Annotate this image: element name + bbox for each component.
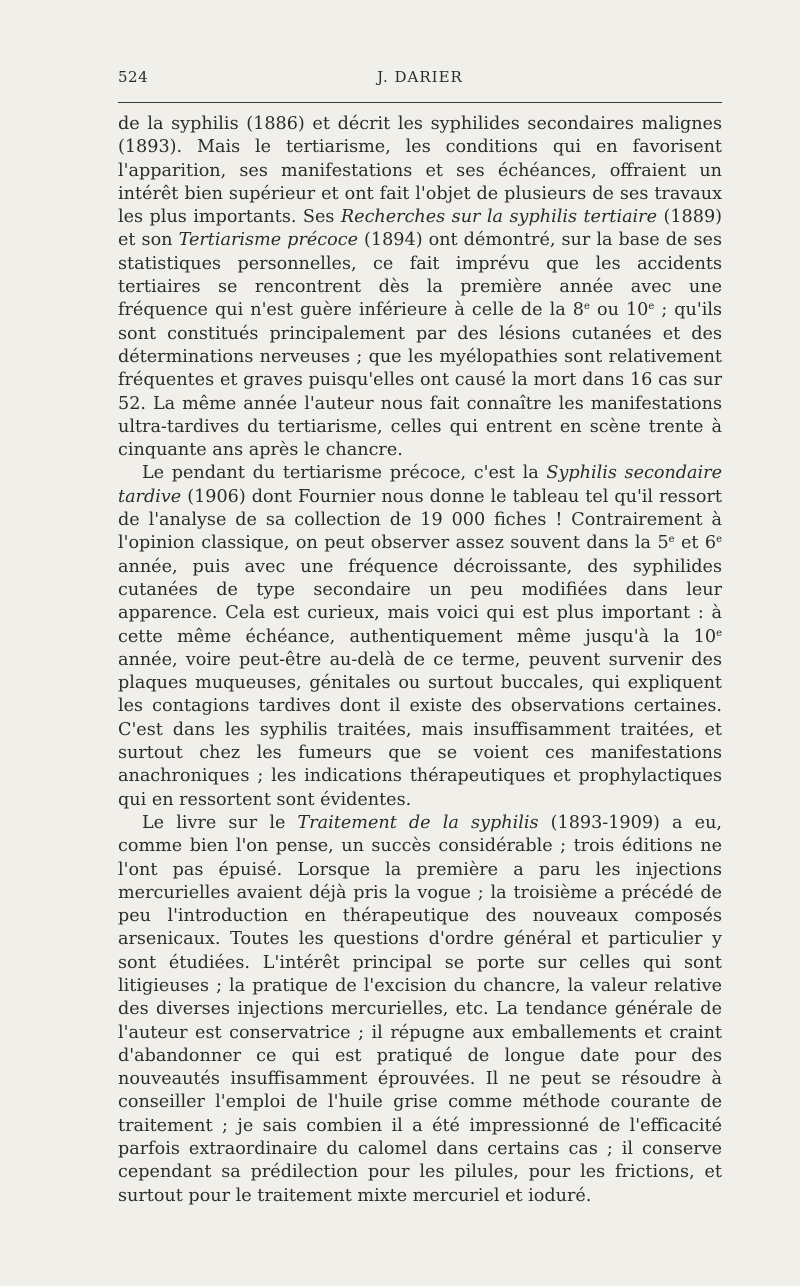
page-number: 524 <box>118 68 149 86</box>
header-rule <box>118 102 722 103</box>
body-text <box>118 113 722 1208</box>
paragraph-1: de la syphilis (1886) et décrit les syphilides secondaires malignes (1893). Mais le tertiarisme, les conditions qui en favorisent l'apparition, ses manifestations et ses échéances, offraient un intérêt bien supérieur et ont fait l'objet de plusieurs de ses travaux les plus importants. Ses Recherches sur la syphilis tertiaire (1889) et son Tertiarisme précoce (1894) ont démontré, sur la base de ses statistiques personnelles, ce fait imprévu que les accidents tertiaires se rencontrent dès la première année avec une fréquence qui n'est guère inférieure à celle de la 8e ou 10e ; qu'ils sont constitués principalement par des lésions cutanées et des déterminations nerveuses ; que les myélopathies sont relativement fréquentes et graves puisqu'elles ont causé la mort dans 16 cas sur 52. La même année l'auteur nous fait connaître les manifestations ultra-tardives du tertiarisme, celles qui entrent en scène trente à cinquante ans après le chancre. <box>118 114 723 461</box>
title-traitement: Traitement de la syphilis <box>297 812 539 833</box>
page-header <box>118 66 722 106</box>
title-recherches: Recherches sur la syphilis tertiaire <box>340 207 658 228</box>
title-syphilis-secondaire: Syphilis secondaire tardive <box>118 463 722 507</box>
paragraph-3: Le livre sur le Traitement de la syphilis (1893-1909) a eu, comme bien l'on pense, un succès considérable ; trois éditions ne l'ont pas épuisé. Lorsque la première a paru les injections mercurielles avaient déjà pris la vogue ; la troisième a précédé de peu l'introduction en thérapeutique des nouveaux composés arsenicaux. Toutes les questions d'ordre général et particulier y sont étudiées. L'intérêt principal se porte sur celles qui sont litigieuses ; la pratique de l'excision du chancre, la valeur relative des diverses injections mercurielles, etc. La tendance générale de l'auteur est conservatrice ; il répugne aux emballements et craint d'abandonner ce qui est pratiqué de longue date pour des nouveautés insuffisamment éprouvées. Il ne peut se résoudre à conseiller l'emploi de l'huile grise comme méthode courante de traitement ; je sais combien il a été impressionné de l'efficacité parfois extraordinaire du calomel dans certains cas ; il conserve cependant sa prédilection pour les pilules, pour les frictions, et surtout pour le traitement mixte mercuriel et ioduré. <box>118 812 723 1206</box>
running-head: J. DARIER <box>377 68 463 86</box>
title-tertiarisme: Tertiarisme précoce <box>178 230 358 251</box>
paragraph-2: Le pendant du tertiarisme précoce, c'est la Syphilis secondaire tardive (1906) dont Fournier nous donne le tableau tel qu'il ressort de l'analyse de sa collection de 19 000 fiches ! Contrairement à l'opinion classique, on peut observer assez souvent dans la 5e et 6e année, puis avec une fréquence décroissante, des syphilides cutanées de type secondaire un peu modifiées dans leur apparence. Cela est curieux, mais voici qui est plus important : à cette même échéance, authentiquement même jusqu'à la 10e année, voire peut-être au-delà de ce terme, peuvent survenir des plaques muqueuses, génitales ou surtout buccales, qui expliquent les contagions tardives dont il existe des observations certaines. C'est dans les syphilis traitées, mais insuffisamment traitées, et surtout chez les fumeurs que se voient ces manifestations anachroniques ; les indications thérapeutiques et prophylactiques qui en ressortent sont évidentes. <box>118 463 722 810</box>
